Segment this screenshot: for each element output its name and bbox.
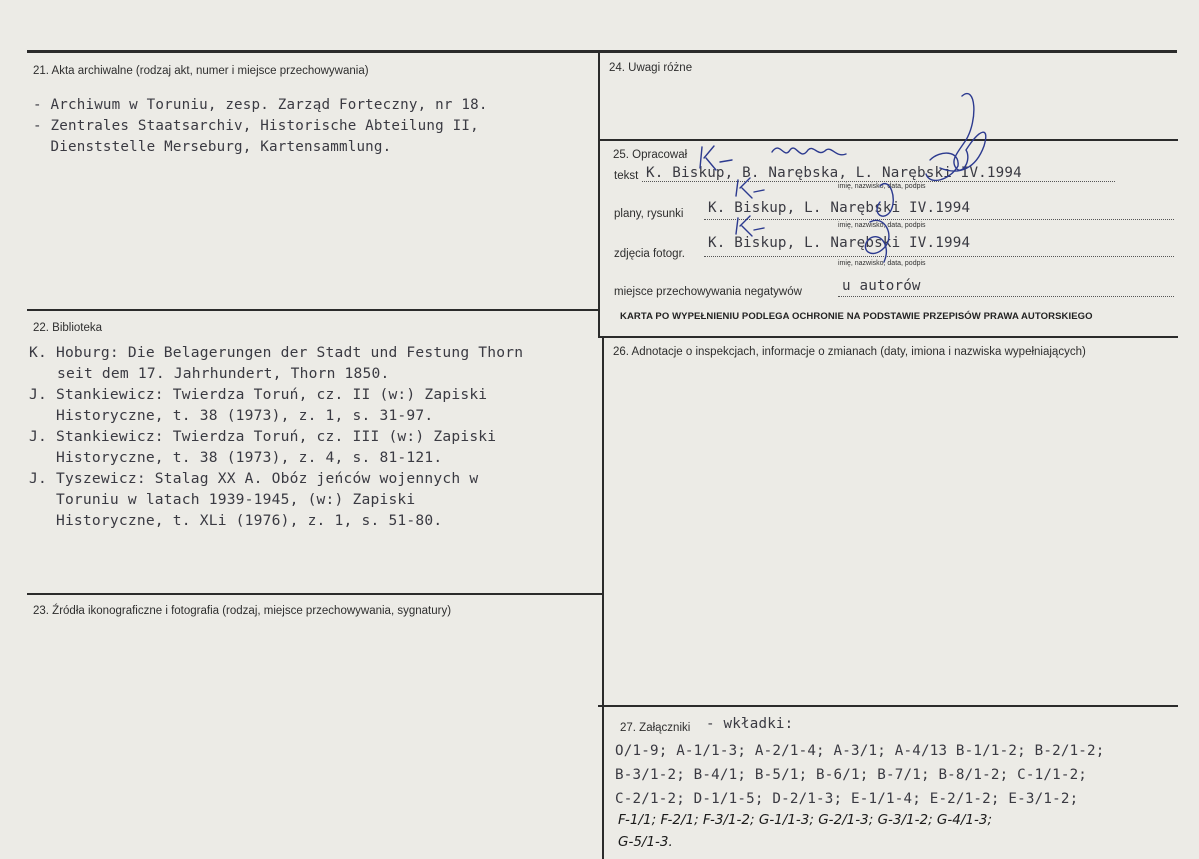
tekst-caption: imię, nazwisko, data, podpis bbox=[838, 183, 926, 190]
plany-label: plany, rysunki bbox=[614, 208, 684, 220]
sec25-label: 25. Opracował bbox=[613, 149, 688, 161]
sec22-line-5: J. Stankiewicz: Twierdza Toruń, cz. III (w:) Zapiski bbox=[29, 428, 497, 445]
plany-caption: imię, nazwisko, data, podpis bbox=[838, 222, 926, 229]
sec23-label: 23. Źródła ikonograficzne i fotografia (rodzaj, miejsce przechowywania, sygnatury) bbox=[33, 605, 452, 617]
sec22-line-7: J. Tyszewicz: Stalag XX A. Obóz jeńców wojennych w bbox=[29, 470, 479, 487]
sec22-divider bbox=[27, 593, 604, 595]
copyright-notice: KARTA PO WYPEŁNIENIU PODLEGA OCHRONIE NA PODSTAWIE PRZEPISÓW PRAWA AUTORSKIEGO bbox=[620, 311, 1093, 322]
sec22-line-6: Historyczne, t. 38 (1973), z. 4, s. 81-121. bbox=[29, 449, 443, 466]
sec21-line-3: Dienststelle Merseburg, Kartensammlung. bbox=[33, 139, 392, 155]
sec22-label: 22. Biblioteka bbox=[33, 322, 103, 334]
sec26-label: 26. Adnotacje o inspekcjach, informacje o zmianach (daty, imiona i nazwiska wypełniających) bbox=[613, 346, 1086, 358]
sec27-hand-line-1: F-1/1; F-2/1; F-3/1-2; G-1/1-3; G-2/1-3; G-3/1-2; G-4/1-3; bbox=[618, 812, 992, 828]
left-column-divider-bottom bbox=[602, 336, 604, 859]
sec27-label: 27. Załączniki bbox=[620, 722, 691, 734]
sec22-line-4: Historyczne, t. 38 (1973), z. 1, s. 31-97. bbox=[29, 407, 434, 424]
sec22-line-3: J. Stankiewicz: Twierdza Toruń, cz. II (w:) Zapiski bbox=[29, 386, 488, 403]
sec21-line-2: - Zentrales Staatsarchiv, Historische Abteilung II, bbox=[33, 118, 479, 134]
zdjecia-caption: imię, nazwisko, data, podpis bbox=[838, 260, 926, 267]
sec27-line-3: C-2/1-2; D-1/1-5; D-2/1-3; E-1/1-4; E-2/1-2; E-3/1-2; bbox=[615, 791, 1079, 807]
sec27-line-1: O/1-9; A-1/1-3; A-2/1-4; A-3/1; A-4/13 B-1/1-2; B-2/1-2; bbox=[615, 743, 1105, 759]
right-bottom-border bbox=[598, 705, 1178, 707]
sec22-line-1: K. Hoburg: Die Belagerungen der Stadt und Festung Thorn bbox=[29, 344, 524, 361]
sec22-line-9: Historyczne, t. XLi (1976), z. 1, s. 51-80. bbox=[29, 512, 443, 529]
plany-value: K. Biskup, L. Narębski IV.1994 bbox=[708, 200, 971, 216]
negatywy-value: u autorów bbox=[842, 278, 921, 294]
signature-marks bbox=[0, 0, 1199, 340]
sec21-label: 21. Akta archiwalne (rodzaj akt, numer i miejsce przechowywania) bbox=[33, 65, 369, 77]
sec22-line-2: seit dem 17. Jahrhundert, Thorn 1850. bbox=[57, 365, 390, 382]
sec27-head: - wkładki: bbox=[706, 716, 794, 732]
sec27-line-2: B-3/1-2; B-4/1; B-5/1; B-6/1; B-7/1; B-8/1-2; C-1/1-2; bbox=[615, 767, 1088, 783]
tekst-label: tekst bbox=[614, 170, 639, 182]
sec22-line-8: Toruniu w latach 1939-1945, (w:) Zapiski bbox=[29, 491, 416, 508]
tekst-value: K. Biskup, B. Narębska, L. Narębski IV.1994 bbox=[646, 165, 1022, 181]
negatywy-label: miejsce przechowywania negatywów bbox=[614, 286, 802, 298]
sec27-hand-line-2: G-5/1-3. bbox=[618, 834, 673, 850]
zdjecia-label: zdjęcia fotogr. bbox=[614, 248, 685, 260]
zdjecia-value: K. Biskup, L. Narębski IV.1994 bbox=[708, 235, 971, 251]
sec21-line-1: - Archiwum w Toruniu, zesp. Zarząd Forteczny, nr 18. bbox=[33, 97, 488, 113]
sec24-label: 24. Uwagi różne bbox=[609, 62, 693, 74]
